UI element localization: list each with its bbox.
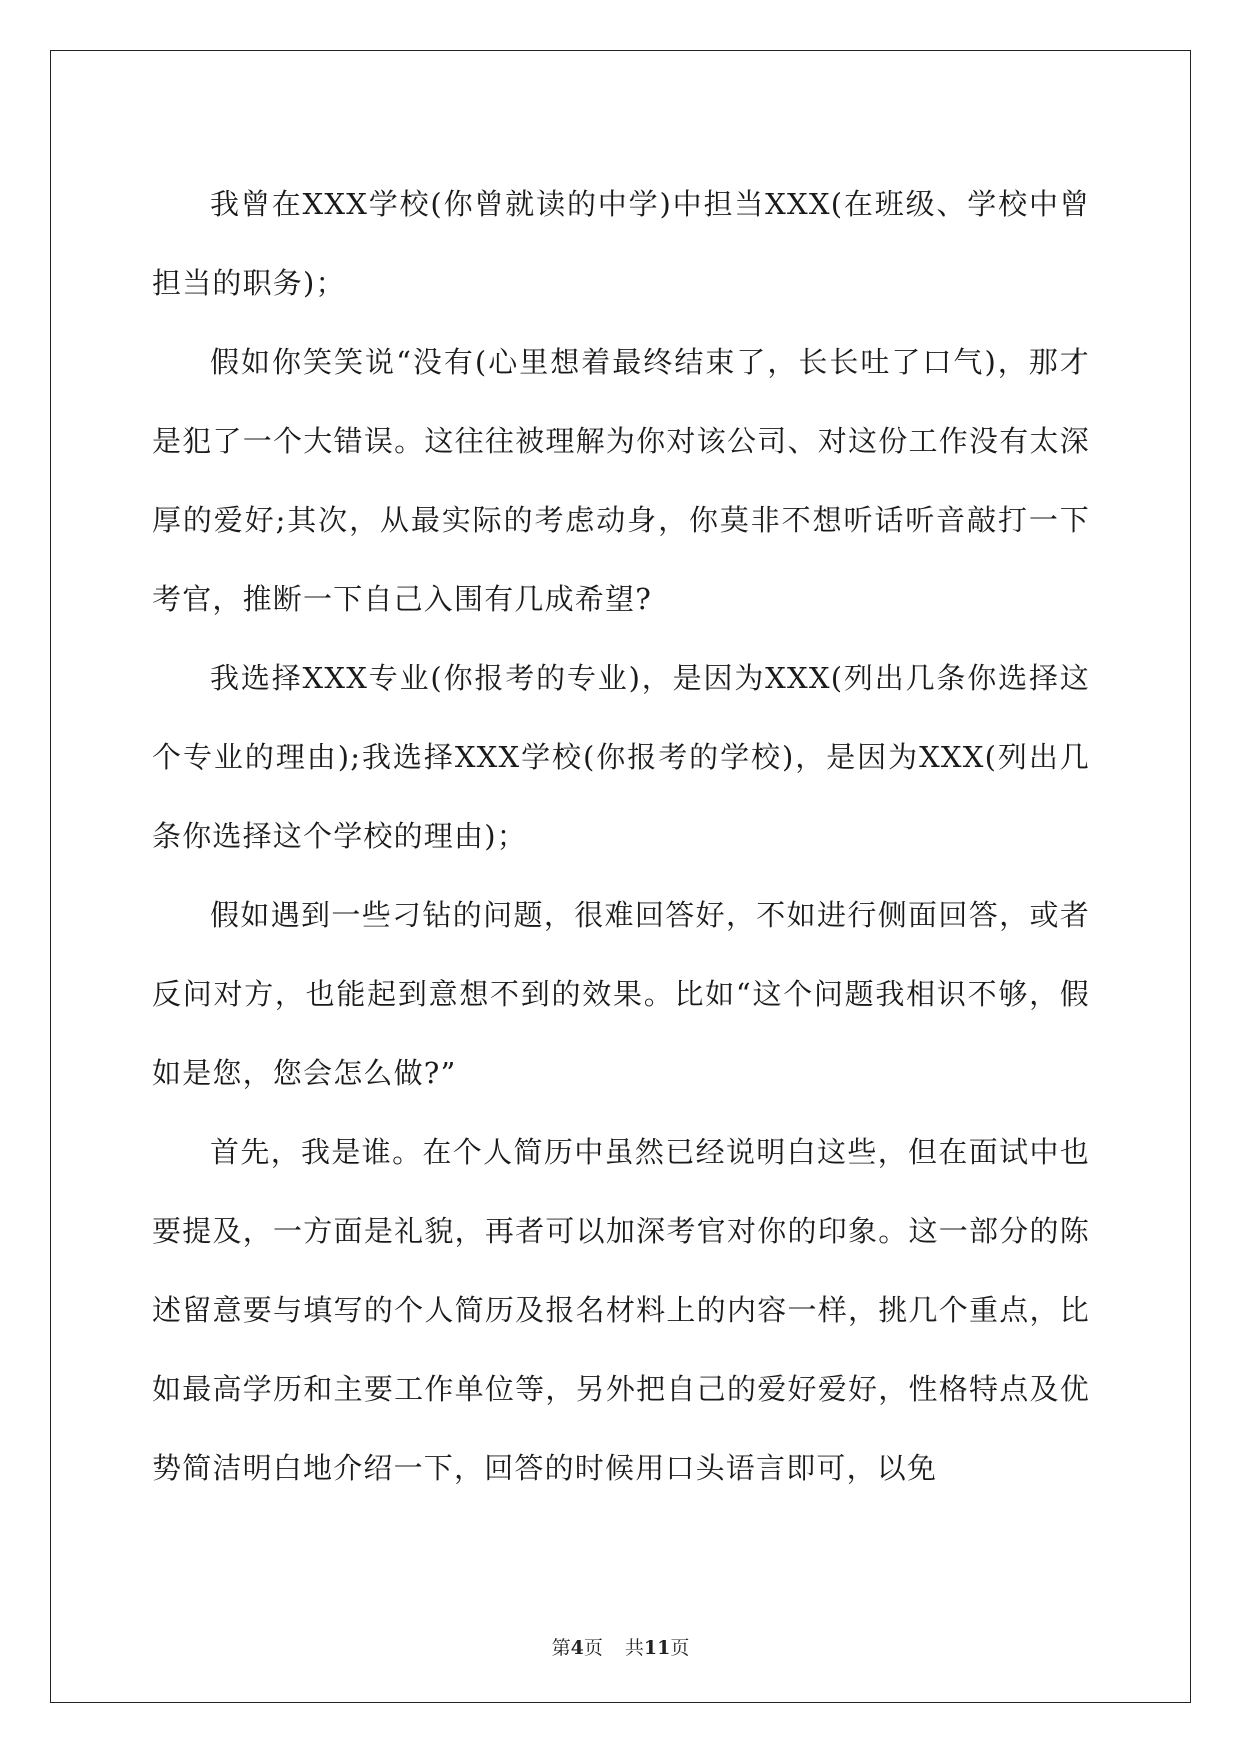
- total-suffix: 页: [670, 1637, 690, 1659]
- paragraph-2: 假如你笑笑说“没有(心里想着最终结束了，长长吐了口气)，那才是犯了一个大错误。这往往被理解为你对该公司、对这份工作没有太深厚的爱好;其次，从最实际的考虑动身，你莫非不想听话听音敲打一下考官，推断一下自己入围有几成希望?: [152, 345, 1090, 616]
- page-prefix: 第: [551, 1637, 571, 1659]
- paragraph-1: 我曾在XXX学校(你曾就读的中学)中担当XXX(在班级、学校中曾担当的职务)；: [152, 187, 1090, 300]
- document-body: [152, 165, 1090, 1508]
- page-number: 4: [570, 1637, 584, 1659]
- page-suffix: 页: [583, 1637, 603, 1659]
- total-prefix: 共: [624, 1637, 644, 1659]
- paragraph-5: 首先，我是谁。在个人简历中虽然已经说明白这些，但在面试中也要提及，一方面是礼貌，再者可以加深考官对你的印象。这一部分的陈述留意要与填写的个人简历及报名材料上的内容一样，挑几个重点，比如最高学历和主要工作单位等，另外把自己的爱好爱好，性格特点及优势简洁明白地介绍一下，回答的时候用口头语言即可，以免: [152, 1135, 1090, 1485]
- paragraph-4: 假如遇到一些刁钻的问题，很难回答好，不如进行侧面回答，或者反问对方，也能起到意想不到的效果。比如“这个问题我相识不够，假如是您，您会怎么做?”: [152, 898, 1090, 1090]
- page-footer: [0, 1636, 1241, 1660]
- paragraph-3: 我选择XXX专业(你报考的专业)，是因为XXX(列出几条你选择这个专业的理由);我选择XXX学校(你报考的学校)，是因为XXX(列出几条你选择这个学校的理由)；: [152, 661, 1090, 853]
- total-pages: 11: [643, 1637, 671, 1659]
